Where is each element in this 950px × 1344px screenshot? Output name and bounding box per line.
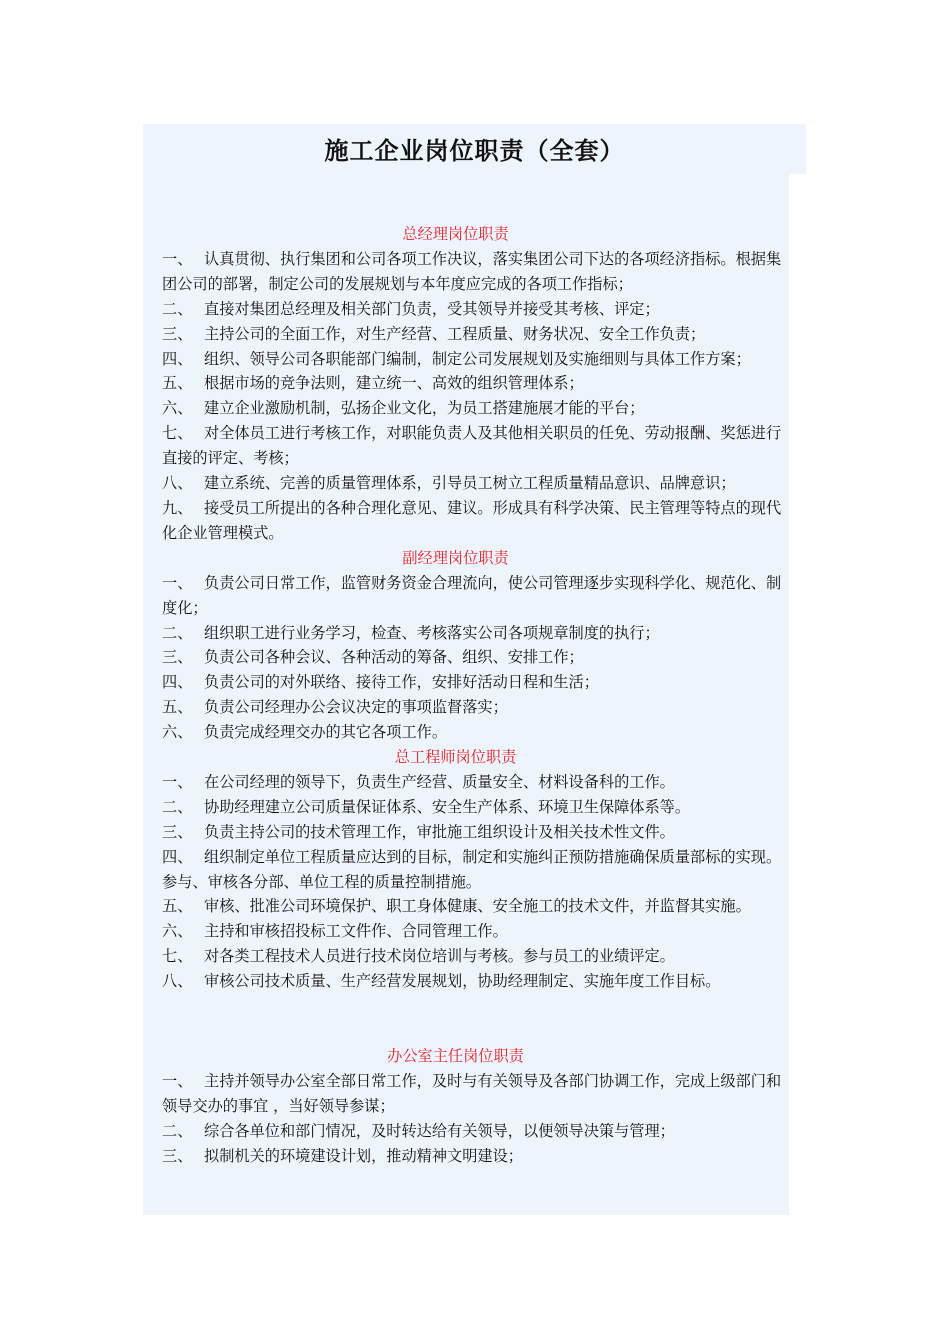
item-text: 综合各单位和部门情况，及时转达给有关领导，以便领导决策与管理； <box>204 1121 675 1140</box>
item-number: 四、 <box>162 847 193 866</box>
item-text: 负责公司日常工作，监管财务资金合理流向，使公司管理逐步实现科学化、规范化、制度化； <box>162 573 782 617</box>
item-number: 三、 <box>162 648 193 667</box>
item-text: 组织制定单位工程质量应达到的目标，制定和实施纠正预防措施确保质量部标的实现。参与、审核各分部、单位工程的质量控制措施。 <box>162 847 782 891</box>
item-text: 主持并领导办公室全部日常工作，及时与有关领导及各部门协调工作，完成上级部门和领导交办的事宜 ，当好领导参谋； <box>162 1072 782 1115</box>
list-item <box>162 471 789 496</box>
item-number: 二、 <box>162 1121 193 1140</box>
item-number: 六、 <box>162 399 193 418</box>
item-number: 一、 <box>162 772 193 791</box>
item-text: 建立系统、完善的质量管理体系，引导员工树立工程质量精品意识、品牌意识； <box>204 474 736 493</box>
document-body <box>162 222 789 1169</box>
item-text: 审核公司技术质量、生产经营发展规划，协助经理制定、实施年度工作目标。 <box>204 972 721 991</box>
section-heading-chief-engineer: 总工程师岗位职责 <box>394 748 517 767</box>
item-text: 对各类工程技术人员进行技术岗位培训与考核。参与员工的业绩评定。 <box>204 947 675 966</box>
list-item <box>162 1069 789 1119</box>
list-item <box>162 571 789 621</box>
item-text: 组织、领导公司各职能部门编制，制定公司发展规划及实施细则与具体工作方案； <box>204 349 751 368</box>
list-item <box>162 770 789 795</box>
item-number: 六、 <box>162 922 193 941</box>
section-heading-office-director: 办公室主任岗位职责 <box>387 1047 524 1066</box>
list-item <box>162 944 789 969</box>
item-text: 负责公司各种会议、各种活动的筹备、组织、安排工作； <box>204 648 584 667</box>
item-text: 主持公司的全面工作，对生产经营、工程质量、财务状况、安全工作负责； <box>204 324 706 343</box>
section-spacer <box>162 994 789 1044</box>
list-item <box>162 670 789 695</box>
item-number: 三、 <box>162 822 193 841</box>
item-number: 五、 <box>162 698 193 717</box>
item-number: 一、 <box>162 249 193 268</box>
item-number: 五、 <box>162 374 193 393</box>
item-text: 组织职工进行业务学习，检查、考核落实公司各项规章制度的执行； <box>204 623 660 642</box>
item-number: 二、 <box>162 797 193 816</box>
section-heading-general-manager: 总经理岗位职责 <box>402 225 509 243</box>
item-number: 三、 <box>162 1146 193 1165</box>
item-text: 负责公司经理办公会议决定的事项监督落实； <box>204 698 508 717</box>
item-text: 协助经理建立公司质量保证体系、安全生产体系、环境卫生保障体系等。 <box>204 797 690 816</box>
document-title: 施工企业岗位职责（全套） <box>324 136 625 165</box>
item-text: 建立企业激励机制，弘扬企业文化，为员工搭建施展才能的平台； <box>204 399 645 418</box>
item-number: 七、 <box>162 424 193 443</box>
list-item <box>162 645 789 670</box>
item-number: 七、 <box>162 947 193 966</box>
item-text: 主持和审核招投标工文件作、合同管理工作。 <box>204 922 508 941</box>
list-item <box>162 919 789 944</box>
item-text: 根据市场的竞争法则，建立统一、高效的组织管理体系； <box>204 374 584 393</box>
item-number: 三、 <box>162 324 193 343</box>
item-text: 拟制机关的环境建设计划，推动精神文明建设； <box>204 1146 523 1165</box>
item-number: 六、 <box>162 723 193 742</box>
item-text: 直接对集团总经理及相关部门负责，受其领导并接受其考核、评定； <box>204 299 660 318</box>
list-item <box>162 247 789 297</box>
item-text: 负责公司的对外联络、接待工作，安排好活动日程和生活； <box>204 673 599 692</box>
item-text: 在公司经理的领导下，负责生产经营、质量安全、材料设备科的工作。 <box>204 772 675 791</box>
list-item <box>162 421 789 471</box>
item-text: 负责完成经理交办的其它各项工作。 <box>204 723 447 742</box>
list-item <box>162 969 789 994</box>
list-item <box>162 396 789 421</box>
section-heading-deputy-manager: 副经理岗位职责 <box>402 548 509 567</box>
item-number: 二、 <box>162 623 193 642</box>
item-number: 八、 <box>162 474 193 493</box>
list-item <box>162 496 789 546</box>
item-number: 二、 <box>162 299 193 318</box>
item-text: 审核、批准公司环境保护、职工身体健康、安全施工的技术文件，并监督其实施。 <box>204 897 751 916</box>
item-number: 四、 <box>162 349 193 368</box>
list-item <box>162 1144 789 1169</box>
list-item <box>162 845 789 895</box>
item-number: 一、 <box>162 1072 193 1090</box>
item-number: 四、 <box>162 673 193 692</box>
item-text: 认真贯彻、执行集团和公司各项工作决议，落实集团公司下达的各项经济指标。根据集团公司的部署，制定公司的发展规划与本年度应完成的各项工作指标； <box>162 249 782 293</box>
item-number: 一、 <box>162 573 193 592</box>
item-text: 接受员工所提出的各种合理化意见、建议。形成具有科学决策、民主管理等特点的现代化企业管理模式。 <box>162 498 782 542</box>
list-item <box>162 720 789 745</box>
list-item <box>162 795 789 820</box>
list-item <box>162 1119 789 1144</box>
item-text: 负责主持公司的技术管理工作，审批施工组织设计及相关技术性文件。 <box>204 822 675 841</box>
list-item <box>162 371 789 396</box>
list-item <box>162 297 789 322</box>
list-item <box>162 820 789 845</box>
list-item <box>162 894 789 919</box>
list-item <box>162 695 789 720</box>
list-item <box>162 621 789 646</box>
item-number: 五、 <box>162 897 193 916</box>
item-number: 八、 <box>162 972 193 991</box>
item-number: 九、 <box>162 498 193 517</box>
list-item <box>162 347 789 372</box>
list-item <box>162 322 789 347</box>
item-text: 对全体员工进行考核工作，对职能负责人及其他相关职员的任免、劳动报酬、奖惩进行直接的评定、考核； <box>162 424 782 468</box>
